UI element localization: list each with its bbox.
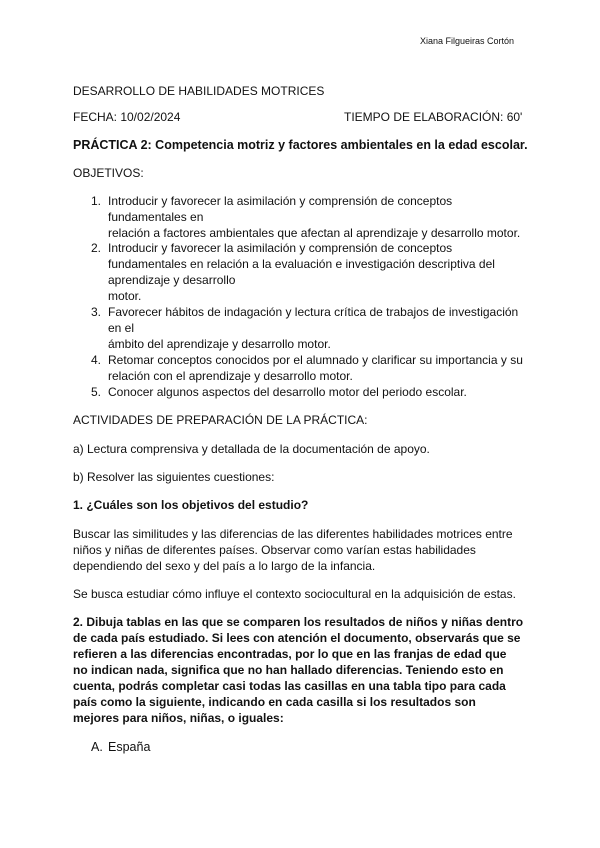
course-title: DESARROLLO DE HABILIDADES MOTRICES bbox=[73, 84, 325, 98]
practice-title: PRÁCTICA 2: Competencia motriz y factores ambientales en la edad escolar. bbox=[73, 138, 528, 152]
objective-line: Introducir y favorecer la asimilación y comprensión de conceptos bbox=[108, 194, 453, 208]
question-2-line: país como la siguiente, indicando en cada casilla si los resultados son bbox=[73, 695, 476, 709]
question-2-line: 2. Dibuja tablas en las que se comparen los resultados de niños y niñas dentro bbox=[73, 615, 524, 629]
question-2-line: de cada país estudiado. Si lees con atención el documento, observarás que se bbox=[73, 631, 521, 645]
question-2-line: mejores para niños, niñas, o iguales: bbox=[73, 711, 284, 725]
question-2-line: cuenta, podrás completar casi todas las casillas en una tabla tipo para cada bbox=[73, 679, 506, 693]
list-item-marker: A. bbox=[91, 740, 103, 754]
question-2-line: refieren a las diferencias encontradas, por lo que en las franjas de edad que bbox=[73, 647, 507, 661]
elaboration-time: TIEMPO DE ELABORACIÓN: 60' bbox=[344, 110, 523, 124]
objective-line: aprendizaje y desarrollo bbox=[108, 273, 236, 287]
objective-line: motor. bbox=[108, 289, 142, 303]
objective-line: fundamentales en relación a la evaluación e investigación descriptiva del bbox=[108, 257, 495, 271]
objective-number: 2. bbox=[91, 241, 102, 255]
objective-line: Introducir y favorecer la asimilación y comprensión de conceptos bbox=[108, 241, 453, 255]
activity-a: a) Lectura comprensiva y detallada de la documentación de apoyo. bbox=[73, 442, 430, 456]
question-1: 1. ¿Cuáles son los objetivos del estudio? bbox=[73, 498, 309, 512]
objective-number: 5. bbox=[91, 385, 102, 399]
objectives-heading: OBJETIVOS: bbox=[73, 166, 144, 180]
answer-1-extra: Se busca estudiar cómo influye el contexto sociocultural en la adquisición de estas. bbox=[73, 587, 516, 601]
objective-line: relación con el aprendizaje y desarrollo motor. bbox=[108, 369, 353, 383]
activities-heading: ACTIVIDADES DE PREPARACIÓN DE LA PRÁCTICA: bbox=[73, 413, 368, 427]
answer-1-line: niños y niñas de diferentes países. Observar como varían estas habilidades bbox=[73, 543, 476, 557]
answer-1-line: dependiendo del sexo y del país a lo largo de la infancia. bbox=[73, 559, 376, 573]
objective-line: Conocer algunos aspectos del desarrollo motor del periodo escolar. bbox=[108, 385, 467, 399]
objective-line: fundamentales en bbox=[108, 210, 204, 224]
objective-line: ámbito del aprendizaje y desarrollo motor. bbox=[108, 337, 331, 351]
objective-line: Favorecer hábitos de indagación y lectura crítica de trabajos de investigación bbox=[108, 305, 519, 319]
answer-1-line: Buscar las similitudes y las diferencias de las diferentes habilidades motrices entre bbox=[73, 527, 513, 541]
date-field: FECHA: 10/02/2024 bbox=[73, 110, 181, 124]
activity-b: b) Resolver las siguientes cuestiones: bbox=[73, 470, 275, 484]
objective-number: 4. bbox=[91, 353, 102, 367]
question-2-line: no indican nada, significa que no han hallado diferencias. Teniendo esto en bbox=[73, 663, 504, 677]
author-name: Xiana Filgueiras Cortón bbox=[420, 36, 515, 46]
objective-line: en el bbox=[108, 321, 135, 335]
objective-line: relación a factores ambientales que afectan al aprendizaje y desarrollo motor. bbox=[108, 226, 521, 240]
objective-line: Retomar conceptos conocidos por el alumnado y clarificar su importancia y su bbox=[108, 353, 523, 367]
objective-number: 1. bbox=[91, 194, 102, 208]
list-item-spain: España bbox=[108, 740, 151, 754]
objective-number: 3. bbox=[91, 305, 102, 319]
